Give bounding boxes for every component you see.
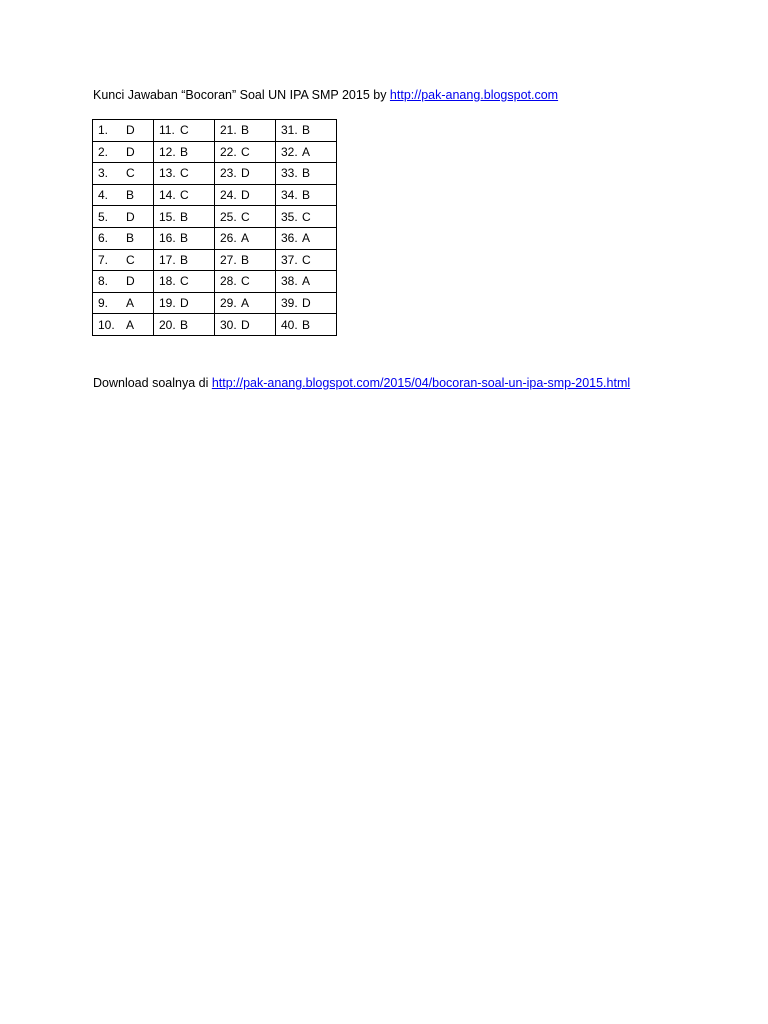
question-number: 13.	[159, 166, 176, 181]
blog-link[interactable]: http://pak-anang.blogspot.com	[389, 88, 559, 102]
answer-cell	[276, 163, 337, 185]
answer-cell	[93, 271, 154, 293]
answer-cell	[215, 120, 276, 142]
answer-cell	[93, 314, 154, 336]
download-link[interactable]: http://pak-anang.blogspot.com/2015/04/bocoran-soal-un-ipa-smp-2015.html	[211, 376, 631, 390]
answer-cell	[154, 184, 215, 206]
question-number: 30.	[220, 317, 237, 332]
heading-text: Kunci Jawaban “Bocoran” Soal UN IPA SMP 2015 by	[93, 88, 390, 102]
question-number: 22.	[220, 144, 237, 159]
answer-cell	[215, 227, 276, 249]
question-number: 8.	[98, 274, 109, 289]
table-row	[93, 314, 337, 336]
answer-cell	[93, 184, 154, 206]
question-number: 10.	[98, 317, 115, 332]
answer-letter: B	[126, 188, 135, 203]
question-number: 33.	[281, 166, 298, 181]
question-number: 39.	[281, 296, 298, 311]
answer-key-table	[92, 119, 337, 336]
answer-letter: C	[180, 274, 189, 289]
download-text: Download soalnya di	[93, 376, 212, 390]
answer-letter: D	[180, 296, 189, 311]
answer-letter: C	[241, 144, 250, 159]
answer-letter: C	[302, 209, 311, 224]
answer-cell	[215, 163, 276, 185]
question-number: 4.	[98, 188, 109, 203]
question-number: 38.	[281, 274, 298, 289]
table-row	[93, 184, 337, 206]
question-number: 6.	[98, 231, 109, 246]
answer-letter: B	[180, 252, 189, 267]
answer-letter: B	[126, 231, 135, 246]
question-number: 15.	[159, 209, 176, 224]
question-number: 7.	[98, 252, 109, 267]
answer-cell	[215, 141, 276, 163]
table-row	[93, 120, 337, 142]
answer-letter: D	[126, 209, 135, 224]
answer-cell	[154, 249, 215, 271]
question-number: 26.	[220, 231, 237, 246]
answer-cell	[276, 292, 337, 314]
question-number: 31.	[281, 123, 298, 138]
question-number: 40.	[281, 317, 298, 332]
answer-letter: A	[302, 231, 311, 246]
answer-letter: B	[302, 188, 311, 203]
table-row	[93, 141, 337, 163]
answer-letter: B	[180, 317, 189, 332]
answer-cell	[215, 271, 276, 293]
question-number: 23.	[220, 166, 237, 181]
question-number: 19.	[159, 296, 176, 311]
answer-cell	[154, 206, 215, 228]
answer-cell	[93, 227, 154, 249]
question-number: 35.	[281, 209, 298, 224]
question-number: 24.	[220, 188, 237, 203]
answer-letter: D	[302, 296, 311, 311]
answer-cell	[276, 249, 337, 271]
answer-cell	[154, 141, 215, 163]
question-number: 17.	[159, 252, 176, 267]
answer-letter: B	[180, 209, 189, 224]
answer-cell	[276, 141, 337, 163]
answer-letter: C	[241, 209, 250, 224]
answer-letter: A	[302, 274, 311, 289]
answer-cell	[154, 227, 215, 249]
answer-letter: B	[302, 123, 311, 138]
question-number: 12.	[159, 144, 176, 159]
answer-letter: C	[302, 252, 311, 267]
question-number: 18.	[159, 274, 176, 289]
answer-letter: D	[126, 144, 135, 159]
answer-letter: D	[126, 274, 135, 289]
answer-letter: B	[302, 317, 311, 332]
question-number: 2.	[98, 144, 109, 159]
answer-letter: A	[302, 144, 311, 159]
answer-cell	[276, 206, 337, 228]
answer-cell	[93, 249, 154, 271]
answer-cell	[215, 314, 276, 336]
question-number: 29.	[220, 296, 237, 311]
answer-letter: D	[241, 317, 250, 332]
answer-cell	[93, 163, 154, 185]
table-row	[93, 249, 337, 271]
answer-cell	[154, 163, 215, 185]
question-number: 9.	[98, 296, 109, 311]
answer-cell	[276, 314, 337, 336]
question-number: 14.	[159, 188, 176, 203]
question-number: 20.	[159, 317, 176, 332]
answer-letter: D	[241, 188, 250, 203]
answer-cell	[276, 120, 337, 142]
answer-letter: A	[241, 231, 250, 246]
answer-cell	[215, 292, 276, 314]
answer-cell	[215, 206, 276, 228]
answer-letter: A	[241, 296, 250, 311]
answer-letter: D	[126, 123, 135, 138]
question-number: 28.	[220, 274, 237, 289]
question-number: 34.	[281, 188, 298, 203]
answer-cell	[93, 120, 154, 142]
table-row	[93, 163, 337, 185]
document-heading	[93, 87, 558, 103]
answer-letter: C	[180, 166, 189, 181]
question-number: 5.	[98, 209, 109, 224]
question-number: 11.	[159, 123, 175, 138]
answer-letter: C	[180, 123, 189, 138]
answer-cell	[276, 227, 337, 249]
answer-letter: C	[241, 274, 250, 289]
question-number: 37.	[281, 252, 298, 267]
answer-cell	[93, 141, 154, 163]
question-number: 36.	[281, 231, 298, 246]
answer-letter: B	[180, 144, 189, 159]
question-number: 27.	[220, 252, 237, 267]
table-row	[93, 206, 337, 228]
answer-cell	[276, 271, 337, 293]
answer-letter: B	[241, 123, 250, 138]
answer-cell	[276, 184, 337, 206]
answer-cell	[154, 271, 215, 293]
question-number: 32.	[281, 144, 298, 159]
answer-letter: C	[180, 188, 189, 203]
download-note	[93, 375, 630, 391]
question-number: 25.	[220, 209, 237, 224]
answer-letter: B	[180, 231, 189, 246]
table-row	[93, 227, 337, 249]
answer-cell	[93, 206, 154, 228]
table-row	[93, 292, 337, 314]
answer-letter: B	[241, 252, 250, 267]
answer-cell	[215, 249, 276, 271]
question-number: 1.	[98, 123, 109, 138]
answer-letter: C	[126, 166, 135, 181]
question-number: 16.	[159, 231, 176, 246]
answer-letter: B	[302, 166, 311, 181]
answer-letter: A	[126, 317, 135, 332]
table-row	[93, 271, 337, 293]
question-number: 3.	[98, 166, 109, 181]
question-number: 21.	[220, 123, 237, 138]
answer-cell	[215, 184, 276, 206]
answer-letter: D	[241, 166, 250, 181]
answer-cell	[93, 292, 154, 314]
answer-letter: A	[126, 296, 135, 311]
answer-cell	[154, 120, 215, 142]
answer-cell	[154, 314, 215, 336]
answer-cell	[154, 292, 215, 314]
answer-letter: C	[126, 252, 135, 267]
